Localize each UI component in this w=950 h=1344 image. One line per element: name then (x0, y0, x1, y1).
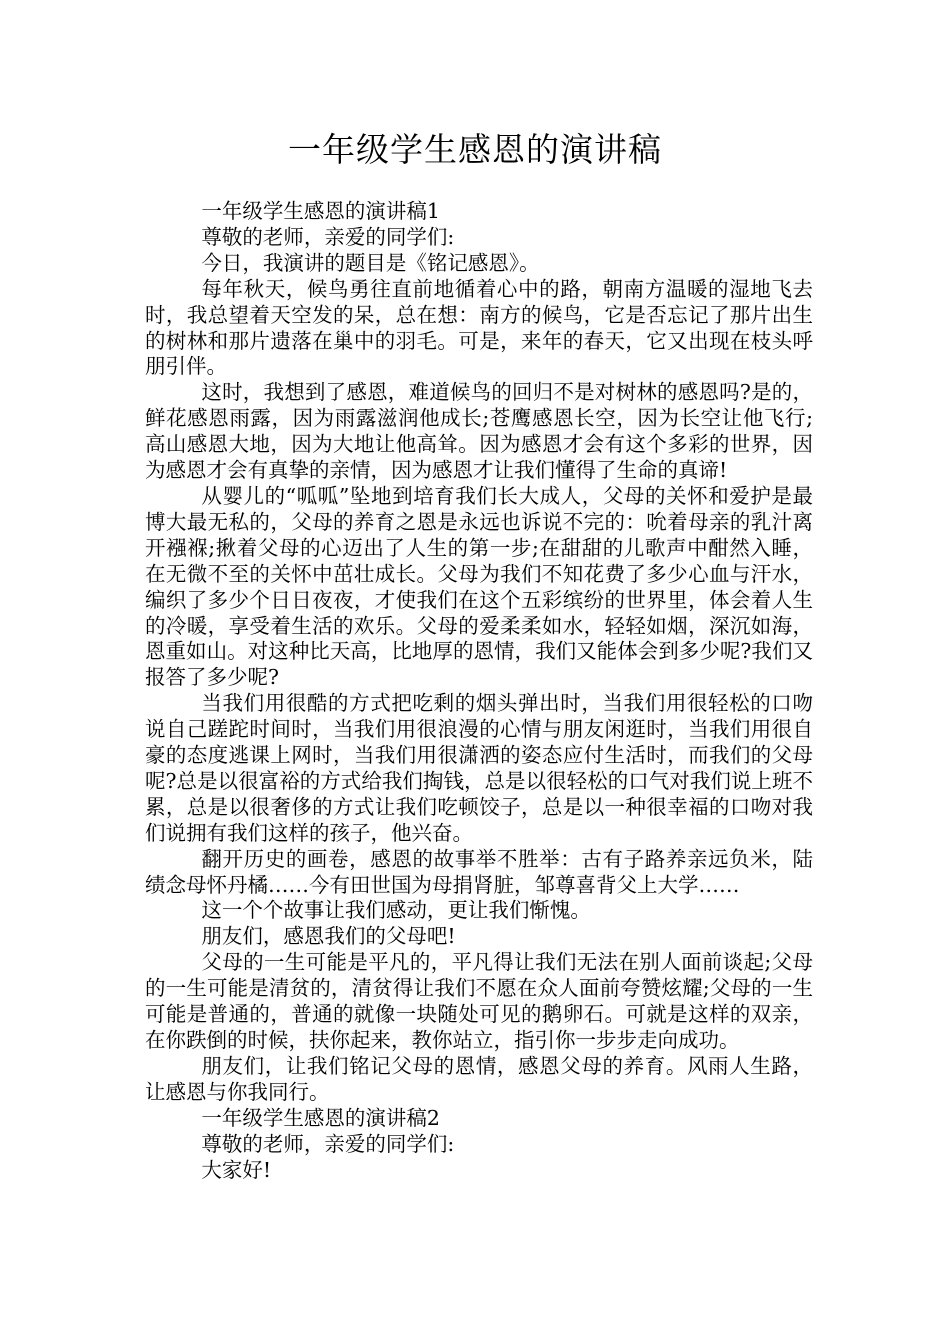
paragraph-2: 尊敬的老师，亲爱的同学们: (201, 224, 455, 249)
document-title: 一年级学生感恩的演讲稿 (288, 130, 662, 169)
paragraph-10: 朋友们，感恩我们的父母吧! (201, 924, 456, 949)
paragraph-3: 今日，我演讲的题目是《铭记感恩》。 (201, 250, 540, 275)
paragraph-13: 一年级学生感恩的演讲稿2 (201, 1105, 440, 1130)
paragraph-14: 尊敬的老师，亲爱的同学们: (201, 1131, 455, 1156)
paragraph-11: 父母的一生可能是平凡的，平凡得让我们无法在别人面前谈起;父母的一生可能是清贫的，清贫得让我们不愿在众人面前夸赞炫耀;父母的一生可能是普通的，普通的就像一块随处可见的鹅卵石。可就是这样的双亲，在你跌倒的时候，扶你起来，教你站立，指引你一步步走向成功。 (145, 950, 813, 1052)
paragraph-5: 这时，我想到了感恩，难道候鸟的回归不是对树林的感恩吗?是的，鲜花感恩雨露，因为雨露滋润他成长;苍鹰感恩长空，因为长空让他飞行;高山感恩大地，因为大地让他高耸。因为感恩才会有这个多彩的世界，因为感恩才会有真挚的亲情，因为感恩才让我们懂得了生命的真谛! (145, 380, 813, 483)
paragraph-12: 朋友们，让我们铭记父母的恩情，感恩父母的养育。风雨人生路，让感恩与你我同行。 (145, 1053, 813, 1104)
paragraph-4: 每年秋天，候鸟勇往直前地循着心中的路，朝南方温暖的湿地飞去时，我总望着天空发的呆，总在想：南方的候鸟，它是否忘记了那片出生的树林和那片遗落在巢中的羽毛。可是，来年的春天，它又出现在枝头呼朋引伴。 (145, 276, 813, 379)
paragraph-7: 当我们用很酷的方式把吃剩的烟头弹出时，当我们用很轻松的口吻说自己蹉跎时间时，当我们用很浪漫的心情与朋友闲逛时，当我们用很自豪的态度逃课上网时，当我们用很潇洒的姿态应付生活时，而我们的父母呢?总是以很富裕的方式给我们掏钱，总是以很轻松的口气对我们说上班不累，总是以很奢侈的方式让我们吃顿饺子，总是以一种很幸福的口吻对我们说拥有我们这样的孩子，他兴奋。 (145, 691, 813, 845)
paragraph-15: 大家好! (201, 1157, 272, 1182)
paragraph-6: 从婴儿的“呱呱”坠地到培育我们长大成人，父母的关怀和爱护是最博大最无私的，父母的养育之恩是永远也诉说不完的：吮着母亲的乳汁离开襁褓;揪着父母的心迈出了人生的第一步;在甜甜的儿歌声中酣然入睡，在无微不至的关怀中茁壮成长。父母为我们不知花费了多少心血与汗水，编织了多少个日日夜夜，才使我们在这个五彩缤纷的世界里，体会着人生的冷暖，享受着生活的欢乐。父母的爱柔柔如水，轻轻如烟，深沉如海，恩重如山。对这种比天高，比地厚的恩情，我们又能体会到多少呢?我们又报答了多少呢? (145, 483, 813, 690)
paragraph-9: 这一个个故事让我们感动，更让我们惭愧。 (201, 898, 591, 923)
document-body (145, 199, 813, 1183)
paragraph-8: 翻开历史的画卷，感恩的故事举不胜举：古有子路养亲远负米，陆绩念母怀丹橘……今有田世国为母捐肾脏，邹尊喜背父上大学…… (145, 846, 813, 897)
paragraph-1: 一年级学生感恩的演讲稿1 (201, 199, 440, 223)
